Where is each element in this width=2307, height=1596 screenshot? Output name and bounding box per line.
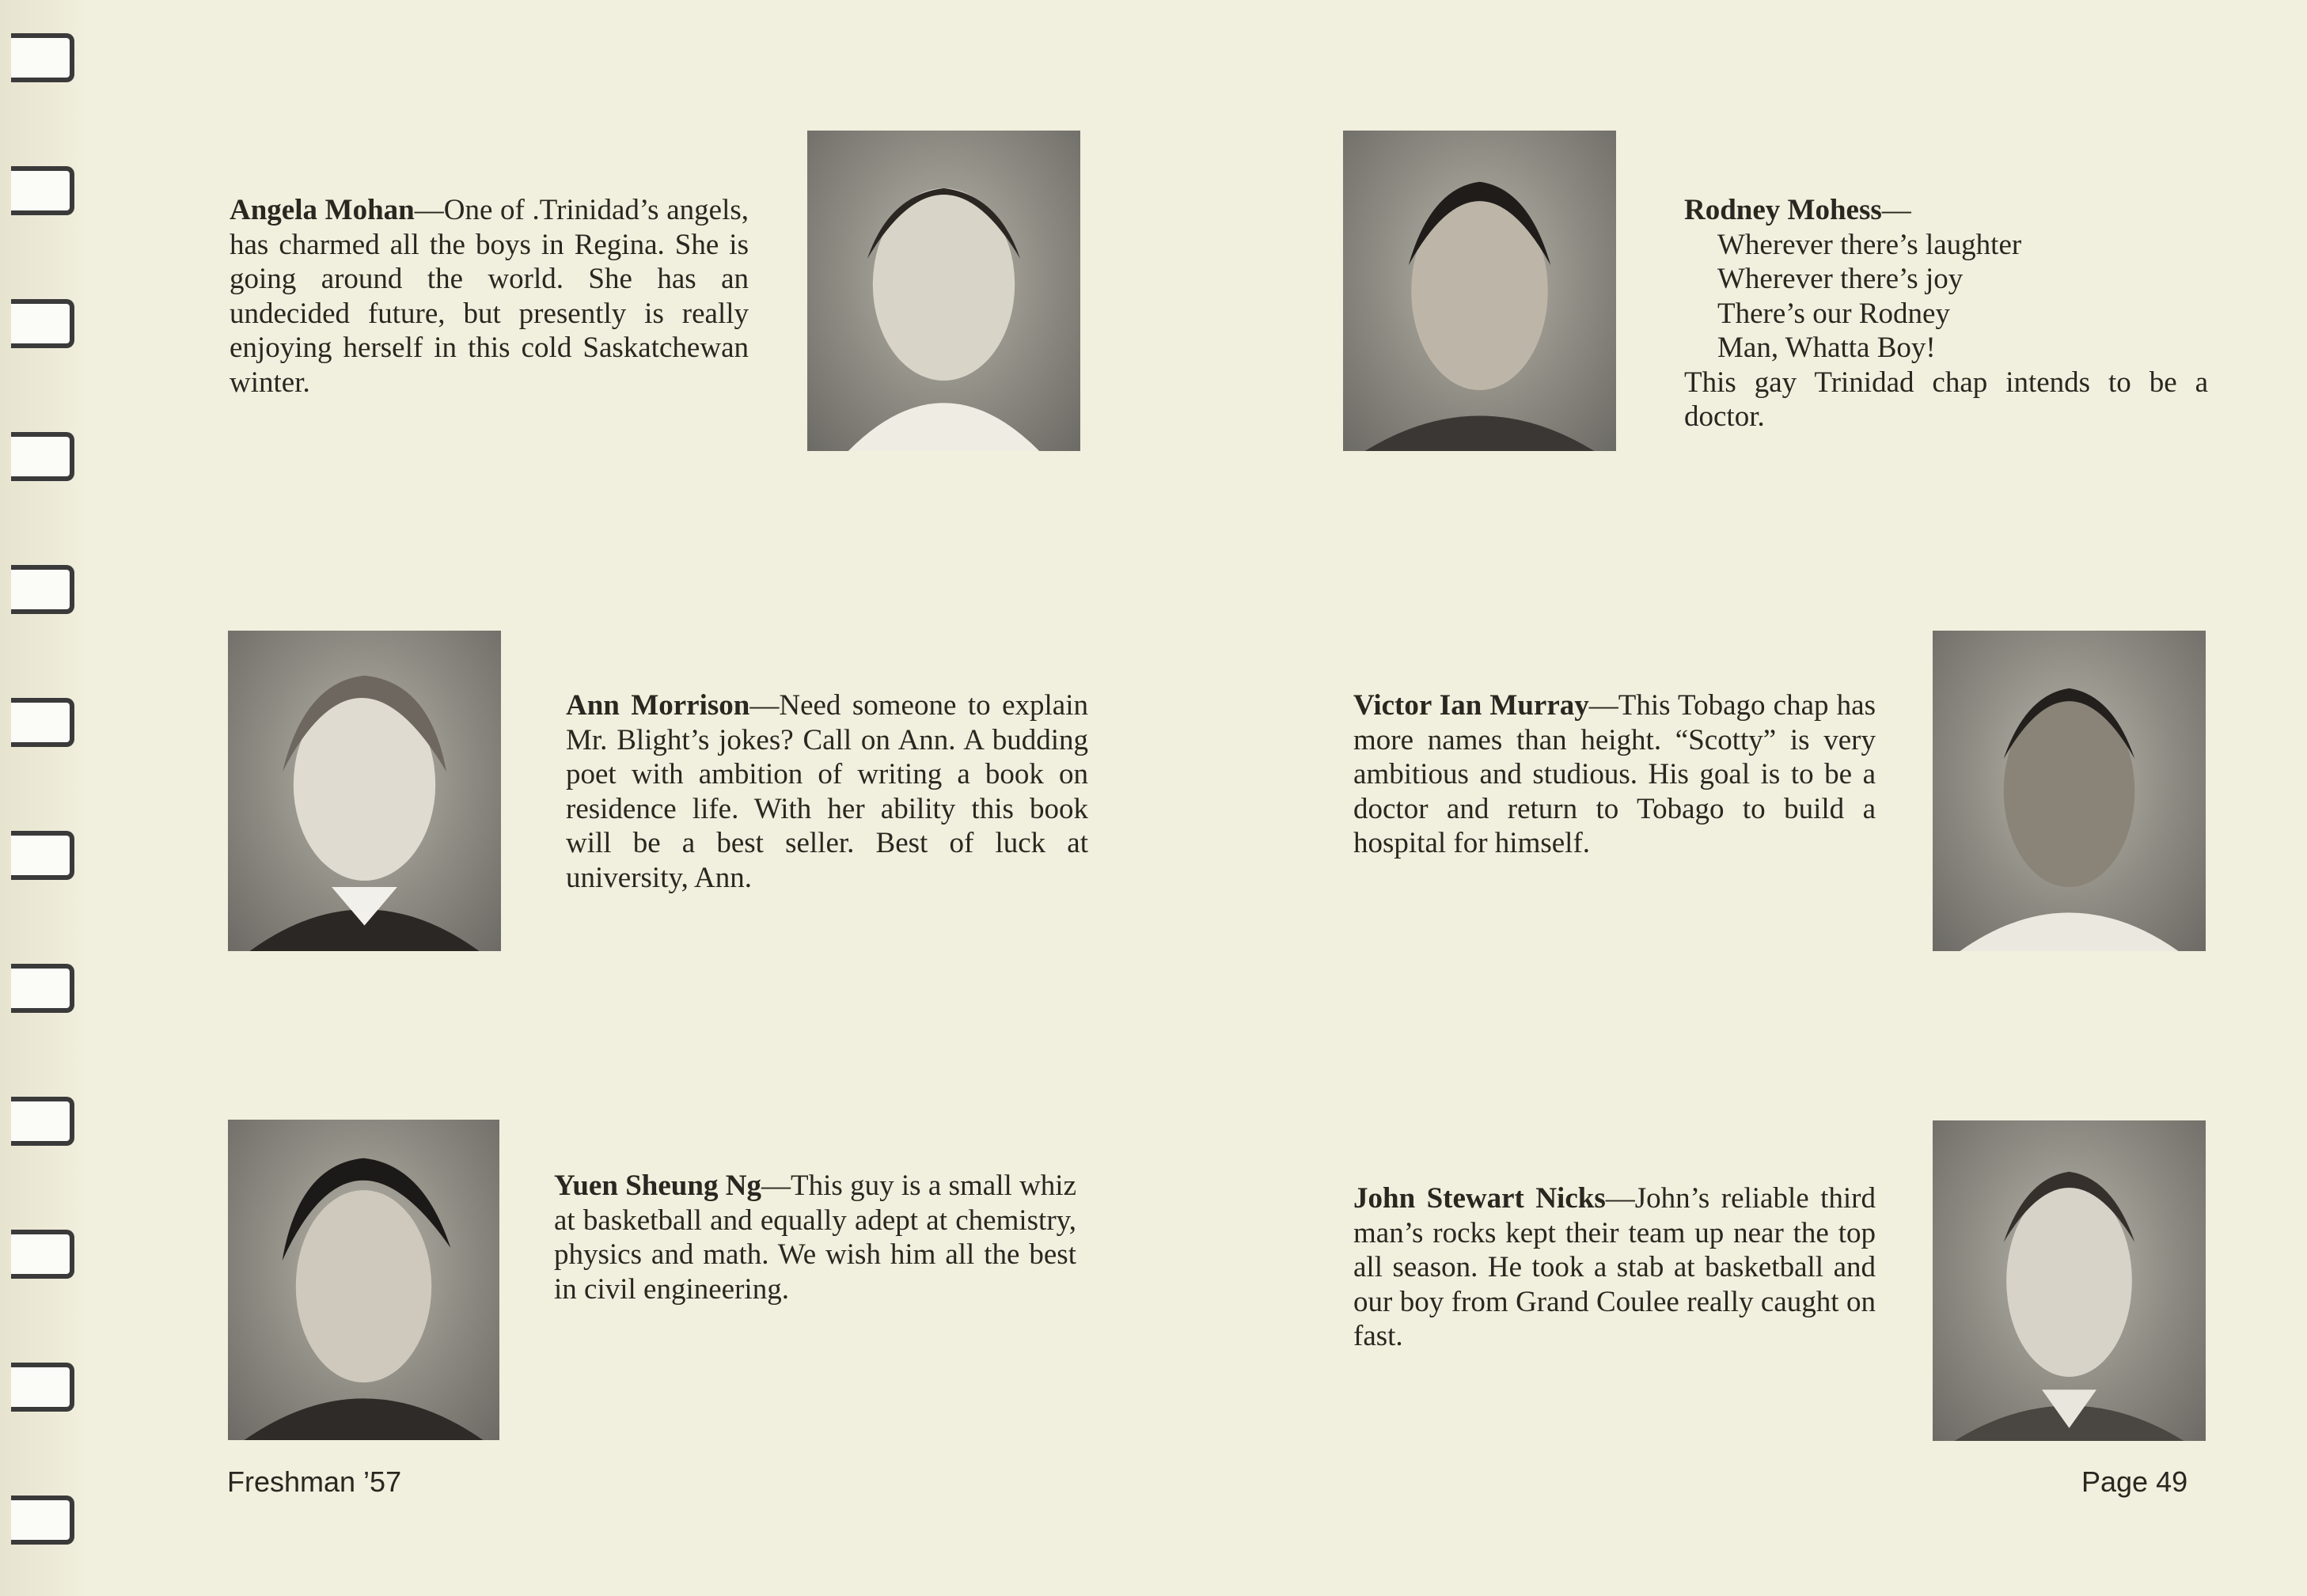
binding-ring <box>11 299 74 348</box>
binding-ring <box>11 432 74 481</box>
bio-john-stewart-nicks <box>1353 1181 1876 1354</box>
binding-ring <box>11 698 74 747</box>
portrait-victor-ian-murray <box>1933 631 2206 951</box>
poem-line: Wherever there’s laughter <box>1717 228 2022 261</box>
binding-ring <box>11 33 74 82</box>
name-dash: — <box>1881 194 1911 226</box>
bio-victor-ian-murray <box>1353 688 1876 861</box>
poem-line: Man, Whatta Boy! <box>1717 332 1936 364</box>
student-name: Victor Ian Murray <box>1353 689 1589 722</box>
footer-left: Freshman ’57 <box>227 1465 402 1498</box>
bio-rodney-mohess <box>1684 193 2208 434</box>
bio-text: —This Tobago chap has more names than height. “Scotty” is very ambitious and studious. His goal is to be a doctor and return to Tobago to build a hospital for himself. <box>1353 689 1876 859</box>
binding-ring <box>11 964 74 1013</box>
bio-text: —John’s reliable third man’s rocks kept their team up near the top all season. He took a stab at basketball and our boy from Grand Coulee really caught on fast. <box>1353 1182 1876 1352</box>
bio-text: —This guy is a small whiz at basketball and equally adept at chemistry, physics and math. We wish him all the best in civil engineering. <box>554 1170 1076 1306</box>
student-name: Rodney Mohess <box>1684 194 1882 226</box>
binding-ring <box>11 1363 74 1412</box>
portrait-rodney-mohess <box>1343 131 1616 451</box>
binding-ring <box>11 166 74 215</box>
spiral-binding <box>0 0 87 1596</box>
binding-ring <box>11 565 74 614</box>
page-number: Page 49 <box>2081 1465 2188 1498</box>
bio-text: This gay Trinidad chap intends to be a doctor. <box>1684 366 2208 433</box>
student-name: Angela Mohan <box>230 194 415 226</box>
bio-angela-mohan <box>230 193 749 400</box>
binding-ring <box>11 1230 74 1279</box>
poem-line: There’s our Rodney <box>1717 297 1950 330</box>
student-name: John Stewart Nicks <box>1353 1182 1606 1215</box>
binding-ring <box>11 1496 74 1545</box>
student-name: Yuen Sheung Ng <box>554 1170 761 1202</box>
bio-ann-morrison <box>566 688 1088 895</box>
portrait-angela-mohan <box>807 131 1080 451</box>
bio-text: —One of .Trinidad’s angels, has charmed all the boys in Regina. She is going around the world. She has an undecided future, but presently is really enjoying herself in this cold Saskatchewan winter. <box>230 194 749 399</box>
portrait-john-stewart-nicks <box>1933 1120 2206 1441</box>
student-name: Ann Morrison <box>566 689 750 722</box>
binding-ring <box>11 1097 74 1146</box>
binding-ring <box>11 831 74 880</box>
poem-line: Wherever there’s joy <box>1717 263 1964 295</box>
portrait-ann-morrison <box>228 631 501 951</box>
portrait-yuen-sheung-ng <box>228 1120 499 1440</box>
bio-text: —Need someone to explain Mr. Blight’s jokes? Call on Ann. A budding poet with ambition of writing a book on residence life. With her ability this book will be a best seller. Best of luck at university, Ann. <box>566 689 1088 894</box>
bio-yuen-sheung-ng <box>554 1169 1076 1306</box>
